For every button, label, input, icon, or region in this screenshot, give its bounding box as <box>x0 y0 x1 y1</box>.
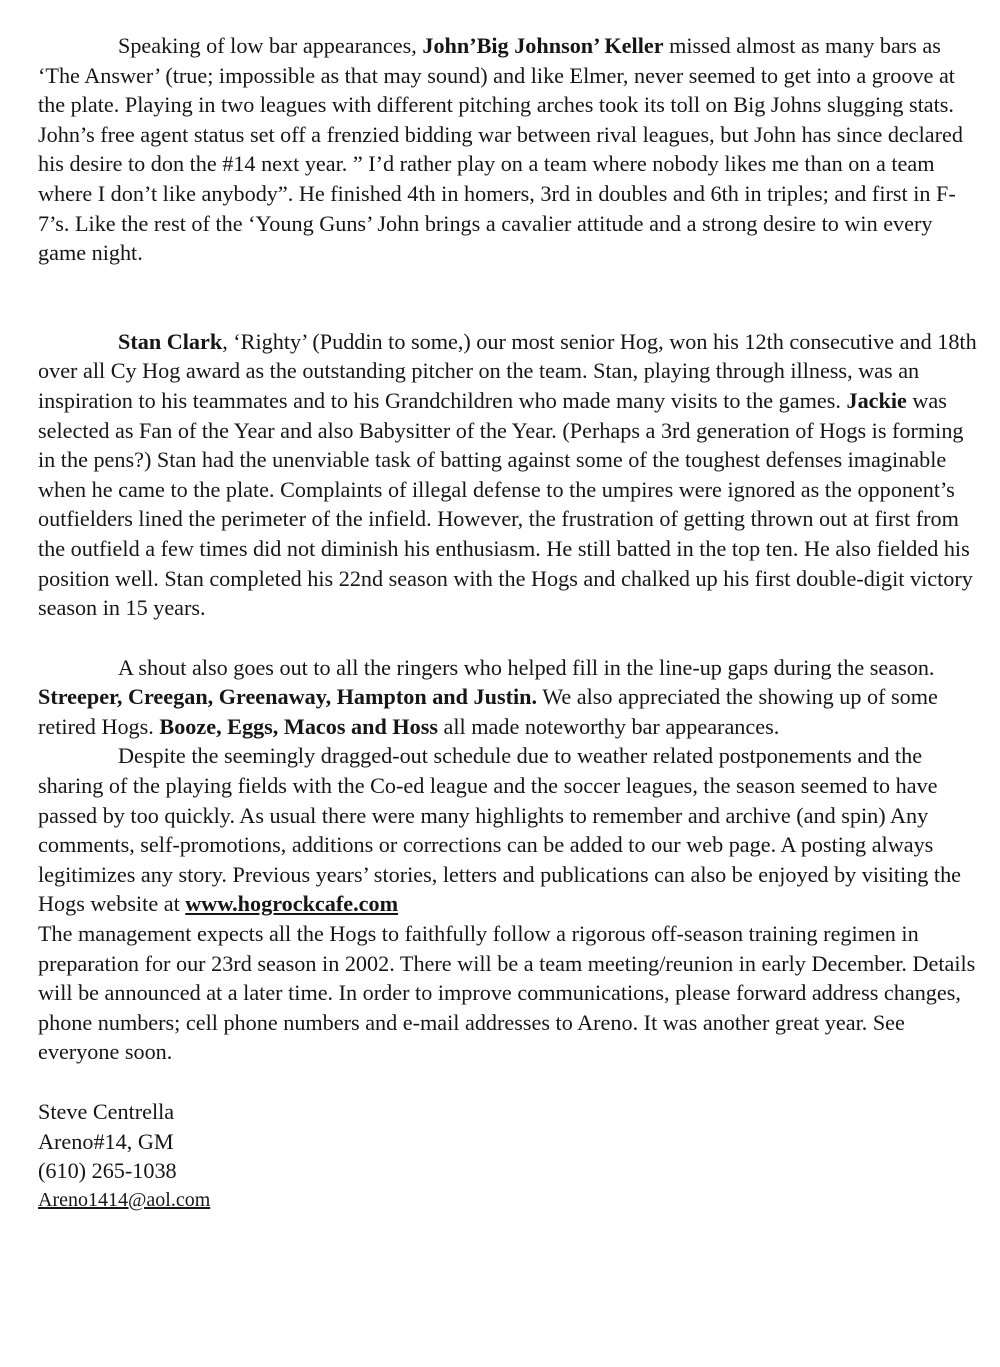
text: was selected as Fan of the Year and also Babysitter of the Year. (Perhaps a 3rd generation of Hogs is forming in the pens?) Stan had the unenviable task of batting against some of the toughest defenses imaginable when he came to the plate. Complaints of illegal defense to the umpires were ignored as the opponent’s outfielders lined the perimeter of the infield. However, the frustration of getting thrown out at first from the outfield a few times did not diminish his enthusiasm. He still batted in the top ten. He also fielded his position well. Stan completed his 22nd season with the Hogs and chalked up his first double-digit victory season in 15 years. <box>38 387 973 621</box>
spacer <box>38 623 978 653</box>
fan-name-jackie: Jackie <box>846 387 907 413</box>
paragraph-management <box>38 919 978 1067</box>
player-name-keller: John’Big Johnson’ Keller <box>422 33 664 58</box>
text: We also appreciated the showing up of some retired Hogs. <box>38 684 938 739</box>
player-name-clark: Stan Clark <box>118 328 223 354</box>
signature-block <box>38 1097 978 1215</box>
letter-page <box>38 31 978 1215</box>
paragraph-season <box>38 741 978 919</box>
signature-email-link[interactable]: Areno1414@aol.com <box>38 1188 211 1211</box>
ringer-names: Streeper, Creegan, Greenaway, Hampton and Justin. <box>38 684 538 710</box>
text: Despite the seemingly dragged-out schedule due to weather related postponements and the sharing of the playing fields with the Co-ed league and the soccer leagues, the season seemed to have passed by too quickly. As usual there were many highlights to remember and archive (and spin) Any comments, self-promotions, additions or corrections can be added to our web page. A posting always legitimizes any story. Previous years’ stories, letters and publications can also be enjoyed by visiting the Hogs website at <box>38 743 962 917</box>
text: The management expects all the Hogs to faithfully follow a rigorous off-season training regimen in preparation for our 23rd season in 2002. There will be a team meeting/reunion in early December. Details will be announced at a later time. In order to improve communications, please forward address changes, phone numbers; cell phone numbers and e-mail addresses to Areno. It was another great year. See everyone soon. <box>38 921 976 1065</box>
text: A shout also goes out to all the ringers who helped fill in the line-up gaps during the season. <box>118 654 935 680</box>
website-link[interactable]: www.hogrockcafe.com <box>185 891 399 917</box>
text: missed almost as many bars as ‘The Answer’ (true; impossible as that may sound) and like Elmer, never seemed to get into a groove at the plate. Playing in two leagues with different pitching arches took its toll on Big Johns slugging stats. John’s free agent status set off a frenzied bidding war between rival leagues, but John has since declared his desire to don the #14 next year. ” I’d rather play on a team where nobody likes me than on a team where I don’t like anybody”. He finished 4th in homers, 3rd in doubles and 6th in triples; and first in F-7’s. Like the rest of the ‘Young Guns’ John brings a cavalier attitude and a strong desire to win every game night. <box>38 33 963 266</box>
spacer <box>38 268 978 327</box>
retired-hog-names: Booze, Eggs, Macos and Hoss <box>159 713 438 739</box>
signature-phone: (610) 265-1038 <box>38 1158 177 1184</box>
text: all made noteworthy bar appearances. <box>437 713 780 739</box>
text: , ‘Righty’ (Puddin to some,) our most senior Hog, won his 12th consecutive and 18th over all Cy Hog award as the outstanding pitcher on the team. Stan, playing through illness, was an inspiration to his teammates and to his Grandchildren who made many visits to the games. <box>38 328 977 413</box>
paragraph-clark <box>38 327 978 623</box>
signature-name: Steve Centrella <box>38 1099 175 1124</box>
text: Speaking of low bar appearances, <box>118 33 423 58</box>
paragraph-ringers <box>38 653 978 742</box>
signature-title: Areno#14, GM <box>38 1128 174 1154</box>
paragraph-keller <box>38 31 978 268</box>
